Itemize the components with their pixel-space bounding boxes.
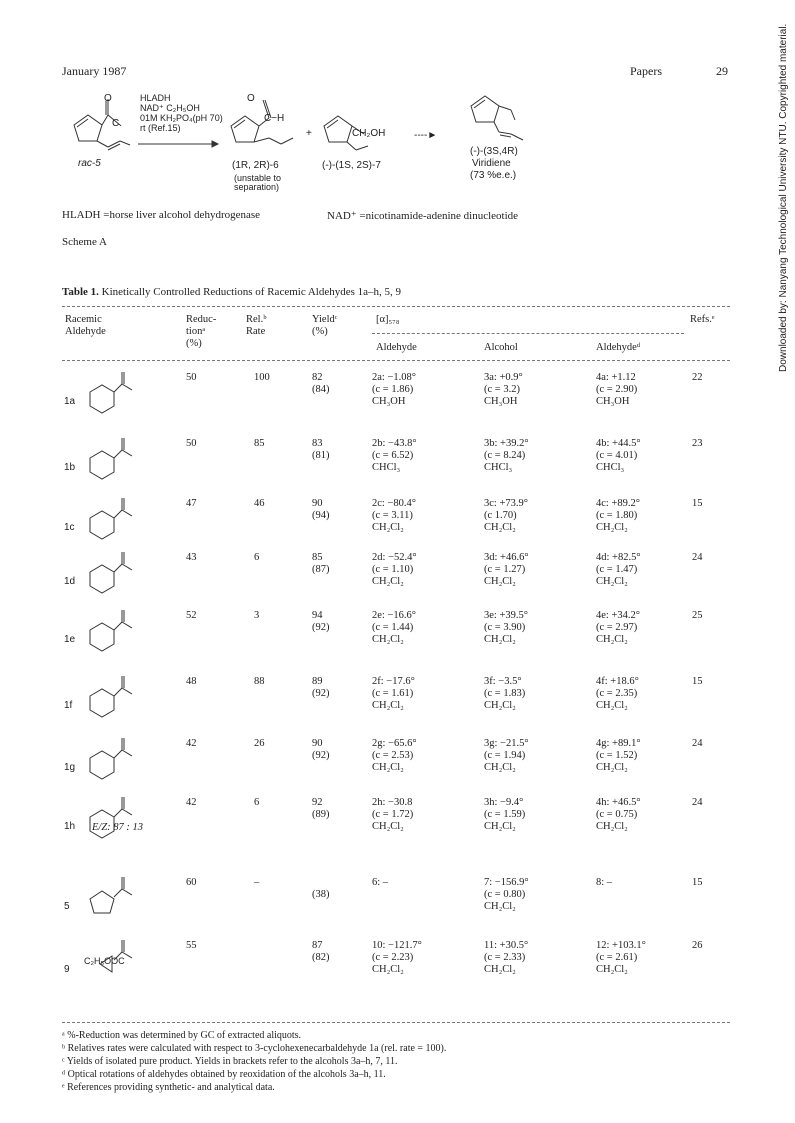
reduc-value: 52 xyxy=(186,610,197,621)
structure-viridiene xyxy=(465,88,535,146)
p8-ee: (73 %e.e.) xyxy=(470,170,517,181)
ald-rotation-line: 2a: −1.08° xyxy=(372,372,416,383)
rel-value: 46 xyxy=(254,498,265,509)
p6-o-atom: O xyxy=(247,93,255,104)
aldehyde-structure xyxy=(82,875,142,925)
yield-value: 94 xyxy=(312,610,323,621)
rel-value: 100 xyxy=(254,372,270,383)
aldehyde-structure xyxy=(82,674,142,724)
ald-rotation-line: (c = 6.52) xyxy=(372,450,414,461)
header-rel-rate-2: Rate xyxy=(246,326,266,337)
reference-value: 23 xyxy=(692,438,703,449)
reduc-value: 43 xyxy=(186,552,197,563)
alc-rotation-line: (c = 1.27) xyxy=(484,564,526,575)
compound-id: 1c xyxy=(64,522,75,533)
rel-value: 6 xyxy=(254,552,260,563)
ald-rotation-line: (c = 1.61) xyxy=(372,688,414,699)
ald-rotation-line: 6: – xyxy=(372,877,389,888)
table-top-rule xyxy=(62,306,730,307)
structure-7 xyxy=(318,96,388,156)
reference-value: 24 xyxy=(692,552,703,563)
yield-value: 87 xyxy=(312,940,323,951)
scheme-label: Scheme A xyxy=(62,236,107,248)
aldehyde-structure xyxy=(82,496,142,546)
compound-id: 1e xyxy=(64,634,76,645)
ald2-rotation-line: (c = 2.35) xyxy=(596,688,638,699)
ald2-rotation-line: (c = 1.80) xyxy=(596,510,638,521)
yield-value: 92 xyxy=(312,797,323,808)
alcohol-yield-value: (94) xyxy=(312,510,330,521)
alc-rotation-line: CH₂Cl₂ xyxy=(484,700,516,711)
ald2-rotation-line: (c = 2.61) xyxy=(596,952,638,963)
rel-value: – xyxy=(254,877,260,888)
alc-rotation-line: 7: −156.9° xyxy=(484,877,529,888)
ald2-rotation-line: CHCl₃ xyxy=(596,462,625,473)
compound-id: 1h xyxy=(64,821,76,832)
alc-rotation-line: CH₂Cl₂ xyxy=(484,762,516,773)
ald2-rotation-line: CH₂Cl₂ xyxy=(596,700,628,711)
header-yield-1: Yieldᶜ xyxy=(312,314,338,325)
alc-rotation-line: 3b: +39.2° xyxy=(484,438,529,449)
footnote-a: ᵃ %-Reduction was determined by GC of extracted aliquots. xyxy=(62,1030,302,1041)
reduc-value: 60 xyxy=(186,877,197,888)
header-sub-alcohol: Alcohol xyxy=(484,342,518,353)
rac5-c-atom: C. xyxy=(112,118,122,129)
footnote-e: ᵉ References providing synthetic- and analytical data. xyxy=(62,1082,275,1093)
reference-value: 15 xyxy=(692,877,703,888)
ez-note: E/Z: 87 : 13 xyxy=(92,822,144,833)
ald-rotation-line: CH₂Cl₂ xyxy=(372,700,404,711)
alc-rotation-line: CH₂Cl₂ xyxy=(484,634,516,645)
ald-rotation-line: 2g: −65.6° xyxy=(372,738,417,749)
ald2-rotation-line: 4h: +46.5° xyxy=(596,797,641,808)
structure-rac-5 xyxy=(68,95,138,155)
ald-rotation-line: 2c: −80.4° xyxy=(372,498,416,509)
compound-id: 5 xyxy=(64,901,70,912)
ald2-rotation-line: CH₂Cl₂ xyxy=(596,821,628,832)
header-page-number: 29 xyxy=(716,64,728,78)
p6-note-1: (unstable to xyxy=(234,173,282,183)
yield-value: 83 xyxy=(312,438,323,449)
ald2-rotation-line: 4a: +1.12 xyxy=(596,372,636,383)
alc-rotation-line: (c = 3.90) xyxy=(484,622,526,633)
ald-rotation-line: 10: −121.7° xyxy=(372,940,422,951)
reduc-value: 42 xyxy=(186,738,197,749)
rel-value: 6 xyxy=(254,797,260,808)
header-racemic: Racemic xyxy=(65,314,102,325)
aldehyde-structure xyxy=(82,436,142,486)
reference-value: 24 xyxy=(692,797,703,808)
alc-rotation-line: (c = 8.24) xyxy=(484,450,526,461)
ald2-rotation-line: CH₂Cl₂ xyxy=(596,522,628,533)
ald2-rotation-line: CH₂Cl₂ xyxy=(596,964,628,975)
reduc-value: 42 xyxy=(186,797,197,808)
ald2-rotation-line: CH₂Cl₂ xyxy=(596,762,628,773)
p8-config: (-)-(3S,4R) xyxy=(470,146,518,157)
yield-value: 82 xyxy=(312,372,323,383)
header-yield-2: (%) xyxy=(312,326,328,337)
alc-rotation-line: (c = 1.83) xyxy=(484,688,526,699)
ald-rotation-line: CH₂Cl₂ xyxy=(372,762,404,773)
ald2-rotation-line: 4f: +18.6° xyxy=(596,676,639,687)
header-sub-aldehyde-d: Aldehydeᵈ xyxy=(596,342,641,353)
ald2-rotation-line: (c = 1.52) xyxy=(596,750,638,761)
rel-value: 85 xyxy=(254,438,265,449)
ald2-rotation-line: CH₂Cl₂ xyxy=(596,576,628,587)
rac5-label: rac-5 xyxy=(78,158,101,169)
compound-id: 1g xyxy=(64,762,76,773)
header-date: January 1987 xyxy=(62,64,127,78)
ald-rotation-line: CH₃OH xyxy=(372,396,406,407)
ald-rotation-line: 2d: −52.4° xyxy=(372,552,417,563)
compound-id: 1a xyxy=(64,396,76,407)
rac5-o-atom: O xyxy=(104,93,112,104)
alc-rotation-line: (c = 3.2) xyxy=(484,384,520,395)
header-rel-rate-1: Rel.ᵇ xyxy=(246,314,267,325)
reaction-arrow xyxy=(138,140,218,148)
ald-rotation-line: (c = 1.86) xyxy=(372,384,414,395)
aldehyde-structure xyxy=(82,795,142,845)
alc-rotation-line: 3h: −9.4° xyxy=(484,797,524,808)
alcohol-yield-value: (87) xyxy=(312,564,330,575)
reference-value: 22 xyxy=(692,372,703,383)
alcohol-yield-value: (92) xyxy=(312,688,330,699)
alc-rotation-line: 3d: +46.6° xyxy=(484,552,529,563)
yield-value: 89 xyxy=(312,676,323,687)
yield-value: 90 xyxy=(312,498,323,509)
alc-rotation-line: CH₂Cl₂ xyxy=(484,964,516,975)
alcohol-yield-value: (84) xyxy=(312,384,330,395)
reduc-value: 50 xyxy=(186,372,197,383)
ald2-rotation-line: 4b: +44.5° xyxy=(596,438,641,449)
ald2-rotation-line: 12: +103.1° xyxy=(596,940,646,951)
footnote-b: ᵇ Relatives rates were calculated with respect to 3-cyclohexenecarbaldehyde 1a (rel. rate = 100). xyxy=(62,1043,447,1054)
reduc-value: 47 xyxy=(186,498,197,509)
alc-rotation-line: 3e: +39.5° xyxy=(484,610,528,621)
ald2-rotation-line: (c = 0.75) xyxy=(596,809,638,820)
aldehyde-structure xyxy=(82,608,142,658)
reference-value: 25 xyxy=(692,610,703,621)
ald2-rotation-line: 4d: +82.5° xyxy=(596,552,641,563)
p7-label: (-)-(1S, 2S)-7 xyxy=(322,160,381,171)
alc-rotation-line: CHCl₃ xyxy=(484,462,513,473)
dashed-arrow: ----► xyxy=(414,130,438,141)
aldehyde-structure xyxy=(82,736,142,786)
ald-rotation-line: (c = 1.10) xyxy=(372,564,414,575)
alc-rotation-line: (c = 1.59) xyxy=(484,809,526,820)
reference-value: 15 xyxy=(692,676,703,687)
alcohol-yield-value: (38) xyxy=(312,889,330,900)
header-bottom-rule xyxy=(62,360,730,361)
reduc-value: 48 xyxy=(186,676,197,687)
compound-id: 1f xyxy=(64,700,73,711)
compound-id: 1b xyxy=(64,462,76,473)
alc-rotation-line: CH₃OH xyxy=(484,396,518,407)
rel-value: 3 xyxy=(254,610,260,621)
abbr-nad: NAD⁺ =nicotinamide-adenine dinucleotide xyxy=(327,210,519,222)
ald-rotation-line: CH₂Cl₂ xyxy=(372,821,404,832)
ald-rotation-line: CH₂Cl₂ xyxy=(372,964,404,975)
ald-rotation-line: (c = 3.11) xyxy=(372,510,413,521)
header-alpha: [α]₅₇₈ xyxy=(376,314,400,325)
ald-rotation-line: 2h: −30.8 xyxy=(372,797,413,808)
alc-rotation-line: CH₂Cl₂ xyxy=(484,821,516,832)
ald-rotation-line: CH₂Cl₂ xyxy=(372,522,404,533)
ald2-rotation-line: (c = 2.90) xyxy=(596,384,638,395)
ald-rotation-line: 2f: −17.6° xyxy=(372,676,415,687)
ald2-rotation-line: 8: – xyxy=(596,877,613,888)
header-sub-rule xyxy=(372,333,684,334)
ald2-rotation-line: 4c: +89.2° xyxy=(596,498,640,509)
compound-id: 1d xyxy=(64,576,76,587)
alc-rotation-line: (c = 2.33) xyxy=(484,952,526,963)
reduc-value: 55 xyxy=(186,940,197,951)
header-refs: Refs.ᵉ xyxy=(690,314,715,325)
alc-rotation-line: 3a: +0.9° xyxy=(484,372,523,383)
rel-value: 26 xyxy=(254,738,265,749)
alcohol-yield-value: (81) xyxy=(312,450,330,461)
alc-rotation-line: CH₂Cl₂ xyxy=(484,576,516,587)
alc-rotation-line: 11: +30.5° xyxy=(484,940,529,951)
ald-rotation-line: CHCl₃ xyxy=(372,462,401,473)
download-watermark: Downloaded by: Nanyang Technological University NTU. Copyrighted material. xyxy=(778,23,789,372)
reduc-value: 50 xyxy=(186,438,197,449)
reference-value: 26 xyxy=(692,940,703,951)
alcohol-yield-value: (92) xyxy=(312,750,330,761)
alc-rotation-line: 3g: −21.5° xyxy=(484,738,529,749)
alc-rotation-line: CH₂Cl₂ xyxy=(484,522,516,533)
alc-rotation-line: (c = 0.80) xyxy=(484,889,526,900)
alc-rotation-line: CH₂Cl₂ xyxy=(484,901,516,912)
ald2-rotation-line: (c = 2.97) xyxy=(596,622,638,633)
p7-ch2oh: CH₂OH xyxy=(352,128,386,139)
ald-rotation-line: CH₂Cl₂ xyxy=(372,576,404,587)
footnote-d: ᵈ Optical rotations of aldehydes obtained by reoxidation of the alcohols 3a–h, 11. xyxy=(62,1069,386,1080)
ald-rotation-line: (c = 1.44) xyxy=(372,622,414,633)
ald-rotation-line: 2b: −43.8° xyxy=(372,438,417,449)
alcohol-yield-value: (82) xyxy=(312,952,330,963)
plus-sign: + xyxy=(306,128,312,139)
reference-value: 24 xyxy=(692,738,703,749)
ald2-rotation-line: (c = 4.01) xyxy=(596,450,638,461)
yield-value: 85 xyxy=(312,552,323,563)
alcohol-yield-value: (92) xyxy=(312,622,330,633)
p8-trivial-name: Viridiene xyxy=(472,158,511,169)
header-sub-aldehyde: Aldehyde xyxy=(376,342,417,353)
ald2-rotation-line: 4e: +34.2° xyxy=(596,610,640,621)
ald-rotation-line: (c = 2.23) xyxy=(372,952,414,963)
header-reduction-2: tionᵃ xyxy=(186,326,206,337)
ald2-rotation-line: CH₂Cl₂ xyxy=(596,634,628,645)
footnote-c: ᶜ Yields of isolated pure product. Yields in brackets refer to the alcohols 3a–h, 7, 11. xyxy=(62,1056,398,1067)
ald2-rotation-line: (c = 1.47) xyxy=(596,564,638,575)
ald2-rotation-line: 4g: +89.1° xyxy=(596,738,641,749)
alc-rotation-line: 3c: +73.9° xyxy=(484,498,528,509)
header-aldehyde: Aldehyde xyxy=(65,326,106,337)
p6-label: (1R, 2R)-6 xyxy=(232,160,279,171)
abbr-hladh: HLADH =horse liver alcohol dehydrogenase xyxy=(62,209,261,221)
alc-rotation-line: 3f: −3.5° xyxy=(484,676,522,687)
ester-label: C₂H₅OOC xyxy=(84,956,125,966)
ald2-rotation-line: CH₃OH xyxy=(596,396,630,407)
table-title: Table 1. Kinetically Controlled Reductions of Racemic Aldehydes 1a–h, 5, 9 xyxy=(62,286,402,298)
header-reduction-3: (%) xyxy=(186,338,202,349)
alcohol-yield-value: (89) xyxy=(312,809,330,820)
alc-rotation-line: (c = 1.94) xyxy=(484,750,526,761)
aldehyde-structure xyxy=(82,370,142,420)
reference-value: 15 xyxy=(692,498,703,509)
header-section: Papers xyxy=(630,64,662,78)
compound-id: 9 xyxy=(64,964,70,975)
header-reduction-1: Reduc- xyxy=(186,314,217,325)
alc-rotation-line: (c 1.70) xyxy=(484,510,517,521)
yield-value: 90 xyxy=(312,738,323,749)
ald-rotation-line: (c = 1.72) xyxy=(372,809,414,820)
p6-note-2: separation) xyxy=(234,182,280,192)
table-bottom-rule xyxy=(62,1022,730,1023)
ald-rotation-line: CH₂Cl₂ xyxy=(372,634,404,645)
reagent-list: HLADH NAD⁺ C₂H₅OH 01M KH₂PO₄(pH 70) rt (Ref.15) xyxy=(140,93,223,133)
ald-rotation-line: 2e: −16.6° xyxy=(372,610,416,621)
p6-ch-group: C−H xyxy=(264,113,285,124)
rel-value: 88 xyxy=(254,676,265,687)
aldehyde-structure xyxy=(82,550,142,600)
ald-rotation-line: (c = 2.53) xyxy=(372,750,414,761)
